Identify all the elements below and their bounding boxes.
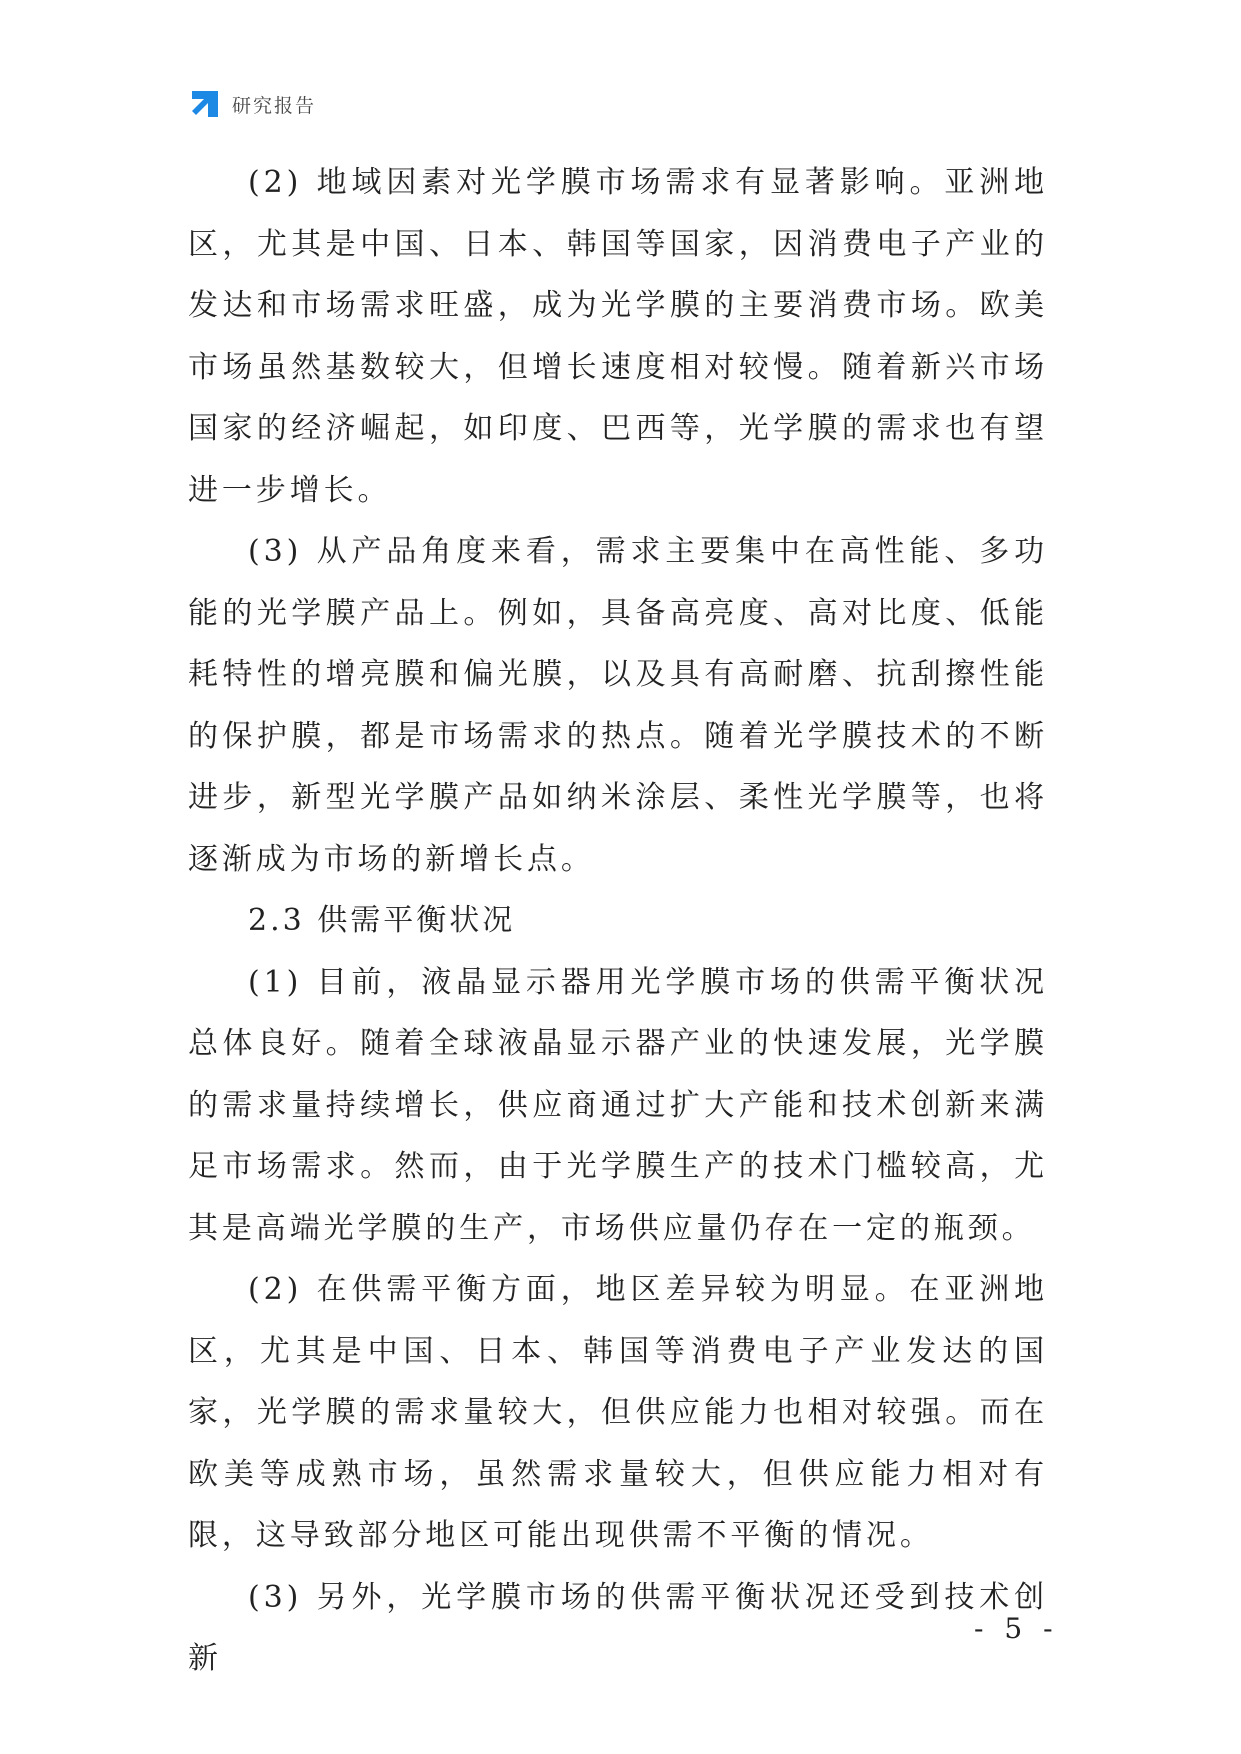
document-body bbox=[188, 152, 1048, 1690]
paragraph-supply-demand-overview: (1) 目前，液晶显示器用光学膜市场的供需平衡状况总体良好。随着全球液晶显示器产业的快速发展，光学膜的需求量持续增长，供应商通过扩大产能和技术创新来满足市场需求。然而，由于光学膜生产的技术门槛较高，尤其是高端光学膜的生产，市场供应量仍存在一定的瓶颈。 bbox=[188, 964, 1048, 1246]
page-header bbox=[188, 86, 316, 122]
section-heading: 2.3 供需平衡状况 bbox=[248, 903, 516, 938]
arrow-up-right-icon bbox=[188, 87, 222, 121]
header-title: 研究报告 bbox=[232, 94, 317, 117]
page-number: - 5 - bbox=[974, 1612, 1059, 1645]
paragraph-regional-demand: (2) 地域因素对光学膜市场需求有显著影响。亚洲地区，尤其是中国、日本、韩国等国家，因消费电子产业的发达和市场需求旺盛，成为光学膜的主要消费市场。欧美市场虽然基数较大，但增长速度相对较慢。随着新兴市场国家的经济崛起，如印度、巴西等，光学膜的需求也有望进一步增长。 bbox=[188, 165, 1048, 508]
paragraph-technology-factor: (3) 另外，光学膜市场的供需平衡状况还受到技术创新 bbox=[188, 1579, 1048, 1676]
paragraph-regional-balance: (2) 在供需平衡方面，地区差异较为明显。在亚洲地区，尤其是中国、日本、韩国等消费电子产业发达的国家，光学膜的需求量较大，但供应能力也相对较强。而在欧美等成熟市场，虽然需求量较大，但供应能力相对有限，这导致部分地区可能出现供需不平衡的情况。 bbox=[188, 1272, 1048, 1553]
paragraph-product-demand: (3) 从产品角度来看，需求主要集中在高性能、多功能的光学膜产品上。例如，具备高亮度、高对比度、低能耗特性的增亮膜和偏光膜，以及具有高耐磨、抗刮擦性能的保护膜，都是市场需求的热点。随着光学膜技术的不断进步，新型光学膜产品如纳米涂层、柔性光学膜等，也将逐渐成为市场的新增长点。 bbox=[188, 534, 1048, 877]
